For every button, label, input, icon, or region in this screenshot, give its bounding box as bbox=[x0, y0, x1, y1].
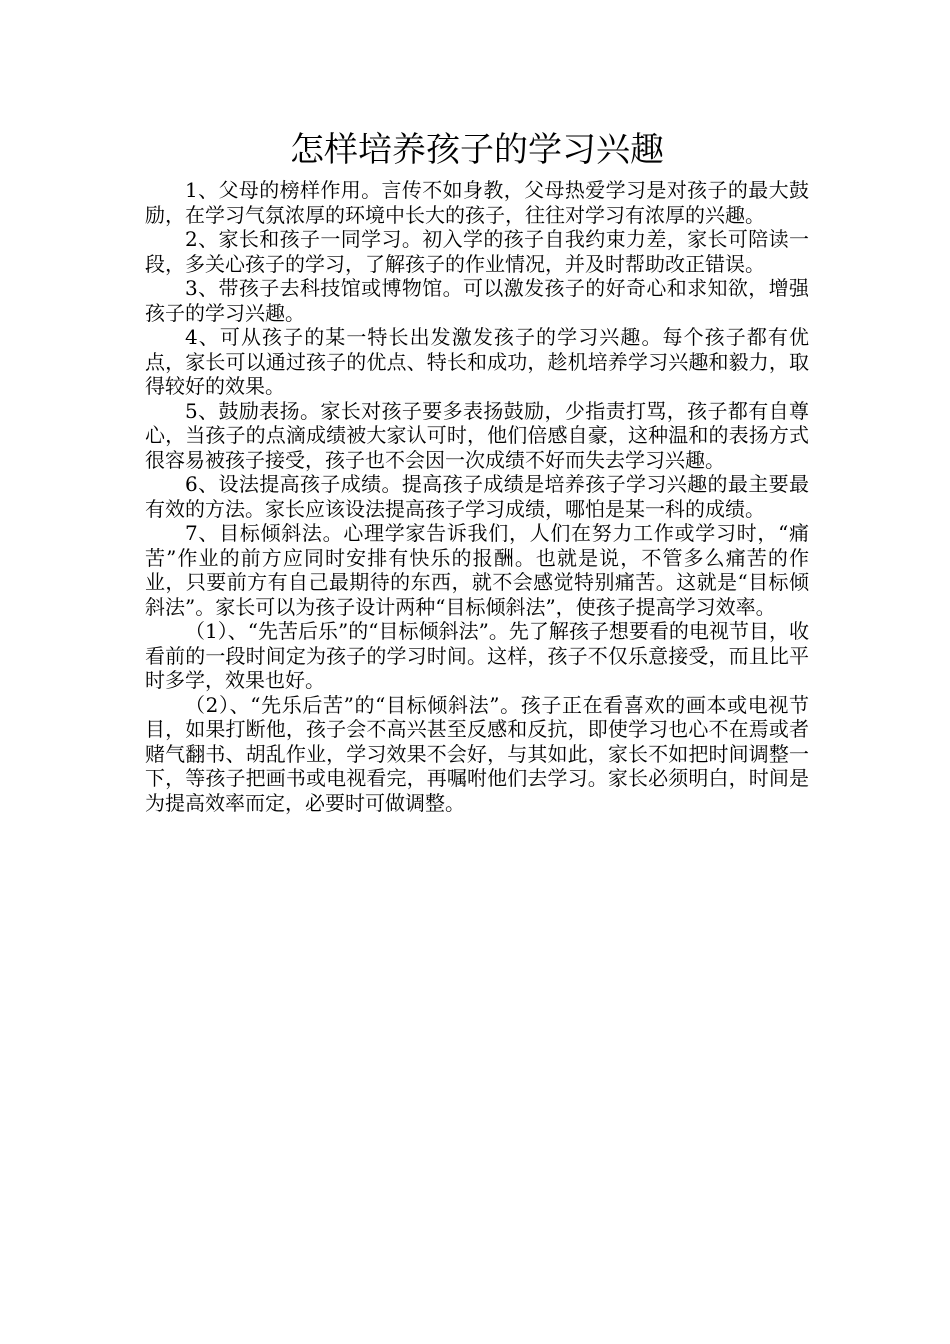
paragraph-6: 6、设法提高孩子成绩。提高孩子成绩是培养孩子学习兴趣的最主要最有效的方法。家长应该设法提高孩子学习成绩，哪怕是某一科的成绩。 bbox=[145, 472, 809, 521]
paragraph-5: 5、鼓励表扬。家长对孩子要多表扬鼓励，少指责打骂，孩子都有自尊心，当孩子的点滴成绩被大家认可时，他们倍感自豪，这种温和的表扬方式很容易被孩子接受，孩子也不会因一次成绩不好而失去学习兴趣。 bbox=[145, 398, 809, 472]
paragraph-7-sub-2: （2）、“先乐后苦”的“目标倾斜法”。孩子正在看喜欢的画本或电视节目，如果打断他，孩子会不高兴甚至反感和反抗，即使学习也心不在焉或者赌气翻书、胡乱作业，学习效果不会好，与其如此，家长不如把时间调整一下，等孩子把画书或电视看完，再嘱咐他们去学习。家长必须明白，时间是为提高效率而定，必要时可做调整。 bbox=[145, 692, 809, 815]
paragraph-4: 4、可从孩子的某一特长出发激发孩子的学习兴趣。每个孩子都有优点，家长可以通过孩子的优点、特长和成功，趁机培养学习兴趣和毅力，取得较好的效果。 bbox=[145, 325, 809, 398]
document-title: 怎样培养孩子的学习兴趣 bbox=[290, 130, 664, 170]
paragraph-1: 1、父母的榜样作用。言传不如身教，父母热爱学习是对孩子的最大鼓励，在学习气氛浓厚的环境中长大的孩子，往往对学习有浓厚的兴趣。 bbox=[145, 178, 809, 227]
paragraph-2: 2、家长和孩子一同学习。初入学的孩子自我约束力差，家长可陪读一段，多关心孩子的学习，了解孩子的作业情况，并及时帮助改正错误。 bbox=[145, 227, 809, 276]
paragraph-7: 7、目标倾斜法。心理学家告诉我们，人们在努力工作或学习时，“痛苦”作业的前方应同时安排有快乐的报酬。也就是说，不管多么痛苦的作业，只要前方有自己最期待的东西，就不会感觉特别痛苦。这就是“目标倾斜法”。家长可以为孩子设计两种“目标倾斜法”，使孩子提高学习效率。 bbox=[145, 521, 809, 619]
document-page bbox=[145, 128, 809, 815]
paragraph-7-sub-1: （1）、“先苦后乐”的“目标倾斜法”。先了解孩子想要看的电视节目，收看前的一段时间定为孩子的学习时间。这样，孩子不仅乐意接受，而且比平时多学，效果也好。 bbox=[145, 619, 809, 692]
paragraph-3: 3、带孩子去科技馆或博物馆。可以激发孩子的好奇心和求知欲，增强孩子的学习兴趣。 bbox=[145, 276, 809, 325]
